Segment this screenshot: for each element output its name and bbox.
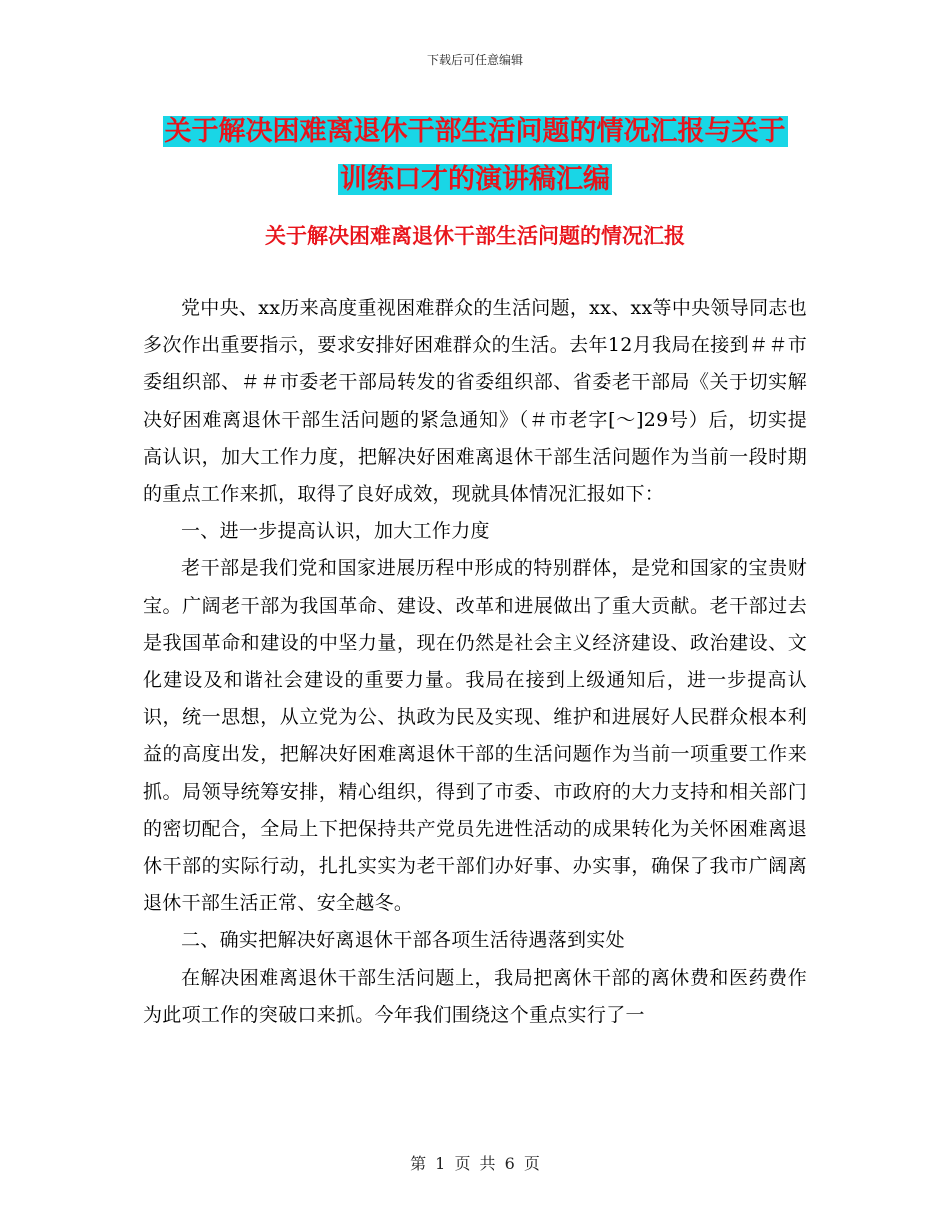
document-title — [0, 108, 950, 204]
paragraph-section-1: 老干部是我们党和国家进展历程中形成的特别群体，是党和国家的宝贵财宝。广阔老干部为我国革命、建设、改革和进展做出了重大贡献。老干部过去是我国革命和建设的中坚力量，现在仍然是社会主义经济建设、政治建设、文化建设及和谐社会建设的重要力量。我局在接到上级通知后，进一步提高认识，统一思想，从立党为公、执政为民及实现、维护和进展好人民群众根本利益的高度出发，把解决好困难离退休干部的生活问题作为当前一项重要工作来抓。局领导统筹安排，精心组织，得到了市委、市政府的大力支持和相关部门的密切配合，全局上下把保持共产党员先进性活动的成果转化为关怀困难离退休干部的实际行动，扎扎实实为老干部们办好事、办实事，确保了我市广阔离退休干部生活正常、安全越冬。 — [143, 557, 807, 915]
paragraph-intro: 党中央、xx历来高度重视困难群众的生活问题，xx、xx等中央领导同志也多次作出重要指示，要求安排好困难群众的生活。去年12月我局在接到＃＃市委组织部、＃＃市委老干部局转发的省委组织部、省委老干部局《关于切实解决好困难离退休干部生活问题的紧急通知》（＃市老字[～]29号）后，切实提高认识，加大工作力度，把解决好困难离退休干部生活问题作为当前一段时期的重点工作来抓，取得了良好成效，现就具体情况汇报如下： — [143, 297, 807, 506]
page-number-footer: 第 1 页 共 6 页 — [410, 1154, 540, 1173]
document-title-line-2: 训练口才的演讲稿汇编 — [340, 164, 610, 195]
paragraph-section-2: 在解决困难离退休干部生活问题上，我局把离休干部的离休费和医药费作为此项工作的突破口来抓。今年我们围绕这个重点实行了一 — [143, 966, 807, 1026]
document-title-line-1: 关于解决困难离退休干部生活问题的情况汇报与关于 — [164, 116, 786, 147]
section-title: 关于解决困难离退休干部生活问题的情况汇报 — [265, 224, 685, 248]
heading-section-2: 二、确实把解决好离退休干部各项生活待遇落到实处 — [181, 929, 625, 952]
heading-section-1: 一、进一步提高认识，加大工作力度 — [181, 520, 490, 543]
page-header-note: 下载后可任意编辑 — [426, 53, 523, 67]
document-body — [143, 290, 807, 1034]
